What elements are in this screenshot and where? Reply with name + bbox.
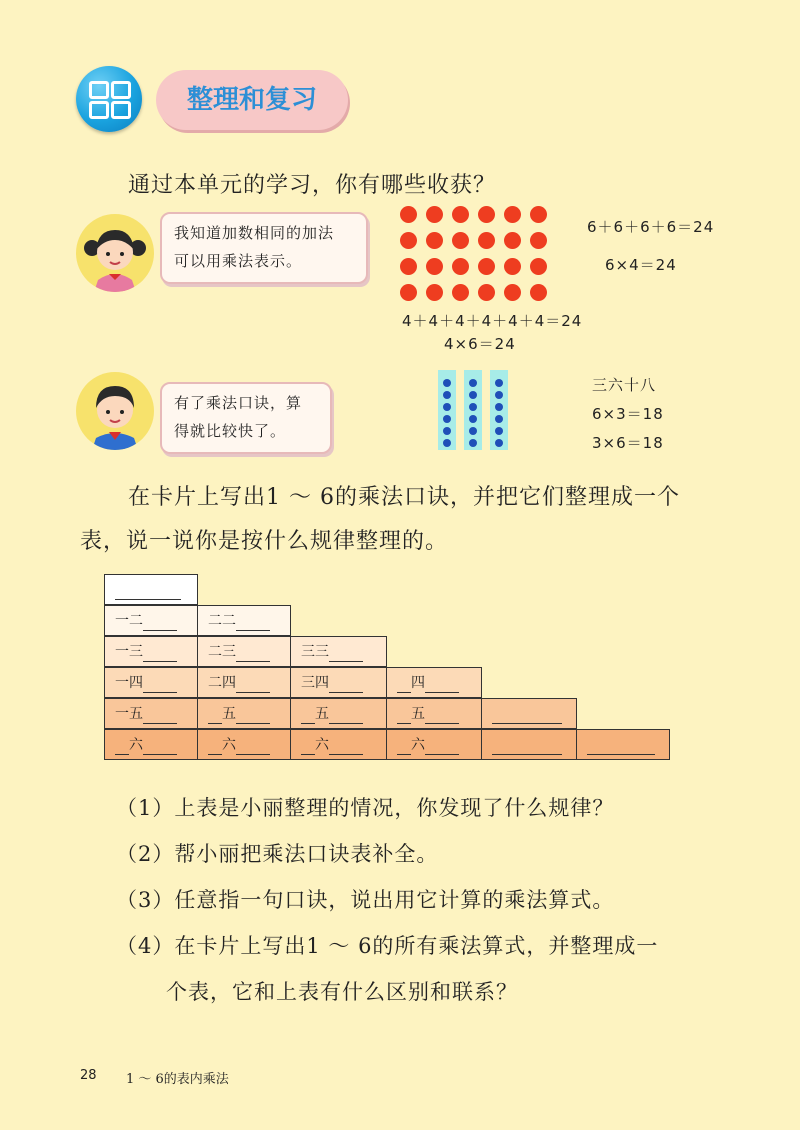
red-dot (478, 232, 495, 249)
red-dot (478, 284, 495, 301)
red-dot (426, 258, 443, 275)
question-1: （1）上表是小丽整理的情况，你发现了什么规律？ (116, 796, 615, 820)
table-cell: 六 (386, 729, 482, 760)
bead-strips (438, 370, 512, 452)
task-line-2: 表，说一说你是按什么规律整理的。 (80, 529, 449, 554)
table-cell (481, 729, 577, 760)
question-4-line-2: 个表，它和上表有什么区别和联系？ (166, 980, 518, 1004)
rhyme-text: 三六十八 (592, 376, 657, 394)
question-4-line-1: （4）在卡片上写出1 ～ 6的所有乘法算式，并整理成一 (116, 934, 659, 958)
table-cell: 五 (290, 698, 387, 729)
eq-add-bottom: 4＋4＋4＋4＋4＋4＝24 (402, 312, 583, 330)
red-dot (478, 258, 495, 275)
red-dot (530, 258, 547, 275)
red-dot (530, 206, 547, 223)
grid-icon (76, 66, 142, 132)
intro-text: 通过本单元的学习，你有哪些收获？ (128, 173, 497, 198)
chapter-title: 1 ～ 6的表内乘法 (126, 1072, 229, 1087)
table-cell (104, 574, 198, 605)
table-cell: 六 (290, 729, 387, 760)
red-dot (400, 258, 417, 275)
eq-3x6: 3×6＝18 (592, 434, 664, 452)
red-dot (426, 206, 443, 223)
red-dot (452, 206, 469, 223)
eq-add-right: 6＋6＋6＋6＝24 (587, 218, 715, 236)
question-3: （3）任意指一句口诀，说出用它计算的乘法算式。 (116, 888, 615, 912)
table-cell: 六 (104, 729, 198, 760)
red-dot (530, 232, 547, 249)
table-cell: 一四 (104, 667, 198, 698)
red-dot (504, 284, 521, 301)
red-dot (400, 284, 417, 301)
red-dot (452, 258, 469, 275)
red-dot (452, 232, 469, 249)
page-number: 28 (80, 1068, 97, 1083)
table-cell: 一二 (104, 605, 198, 636)
red-dot (400, 206, 417, 223)
red-dot (478, 206, 495, 223)
girl-avatar (76, 214, 154, 292)
table-cell: 一五 (104, 698, 198, 729)
red-dot (504, 258, 521, 275)
table-cell: 三四 (290, 667, 387, 698)
page-title: 整理和复习 (186, 85, 317, 115)
girl-line-1: 我知道加数相同的加法 (174, 224, 335, 242)
table-cell: 四 (386, 667, 482, 698)
table-cell: 五 (197, 698, 291, 729)
table-cell: 一三 (104, 636, 198, 667)
boy-line-1: 有了乘法口诀，算 (174, 394, 303, 412)
task-line-1: 在卡片上写出1 ～ 6的乘法口诀，并把它们整理成一个 (128, 485, 680, 510)
red-dot (530, 284, 547, 301)
red-dot (400, 232, 417, 249)
table-cell: 二四 (197, 667, 291, 698)
red-dot (426, 284, 443, 301)
table-cell: 二二 (197, 605, 291, 636)
eq-6x3: 6×3＝18 (592, 405, 664, 423)
red-dot (504, 206, 521, 223)
table-cell: 六 (197, 729, 291, 760)
boy-avatar (76, 372, 154, 450)
table-cell: 三三 (290, 636, 387, 667)
girl-line-2: 可以用乘法表示。 (174, 252, 303, 270)
red-dot (426, 232, 443, 249)
red-dot-array (400, 206, 550, 306)
table-cell: 五 (386, 698, 482, 729)
red-dot (504, 232, 521, 249)
red-dot (452, 284, 469, 301)
eq-mul-bottom: 4×6＝24 (444, 335, 516, 353)
table-cell (481, 698, 577, 729)
table-cell (576, 729, 670, 760)
question-2: （2）帮小丽把乘法口诀表补全。 (116, 842, 439, 866)
eq-mul-right: 6×4＝24 (605, 256, 677, 274)
boy-line-2: 得就比较快了。 (174, 422, 287, 440)
table-cell: 二三 (197, 636, 291, 667)
